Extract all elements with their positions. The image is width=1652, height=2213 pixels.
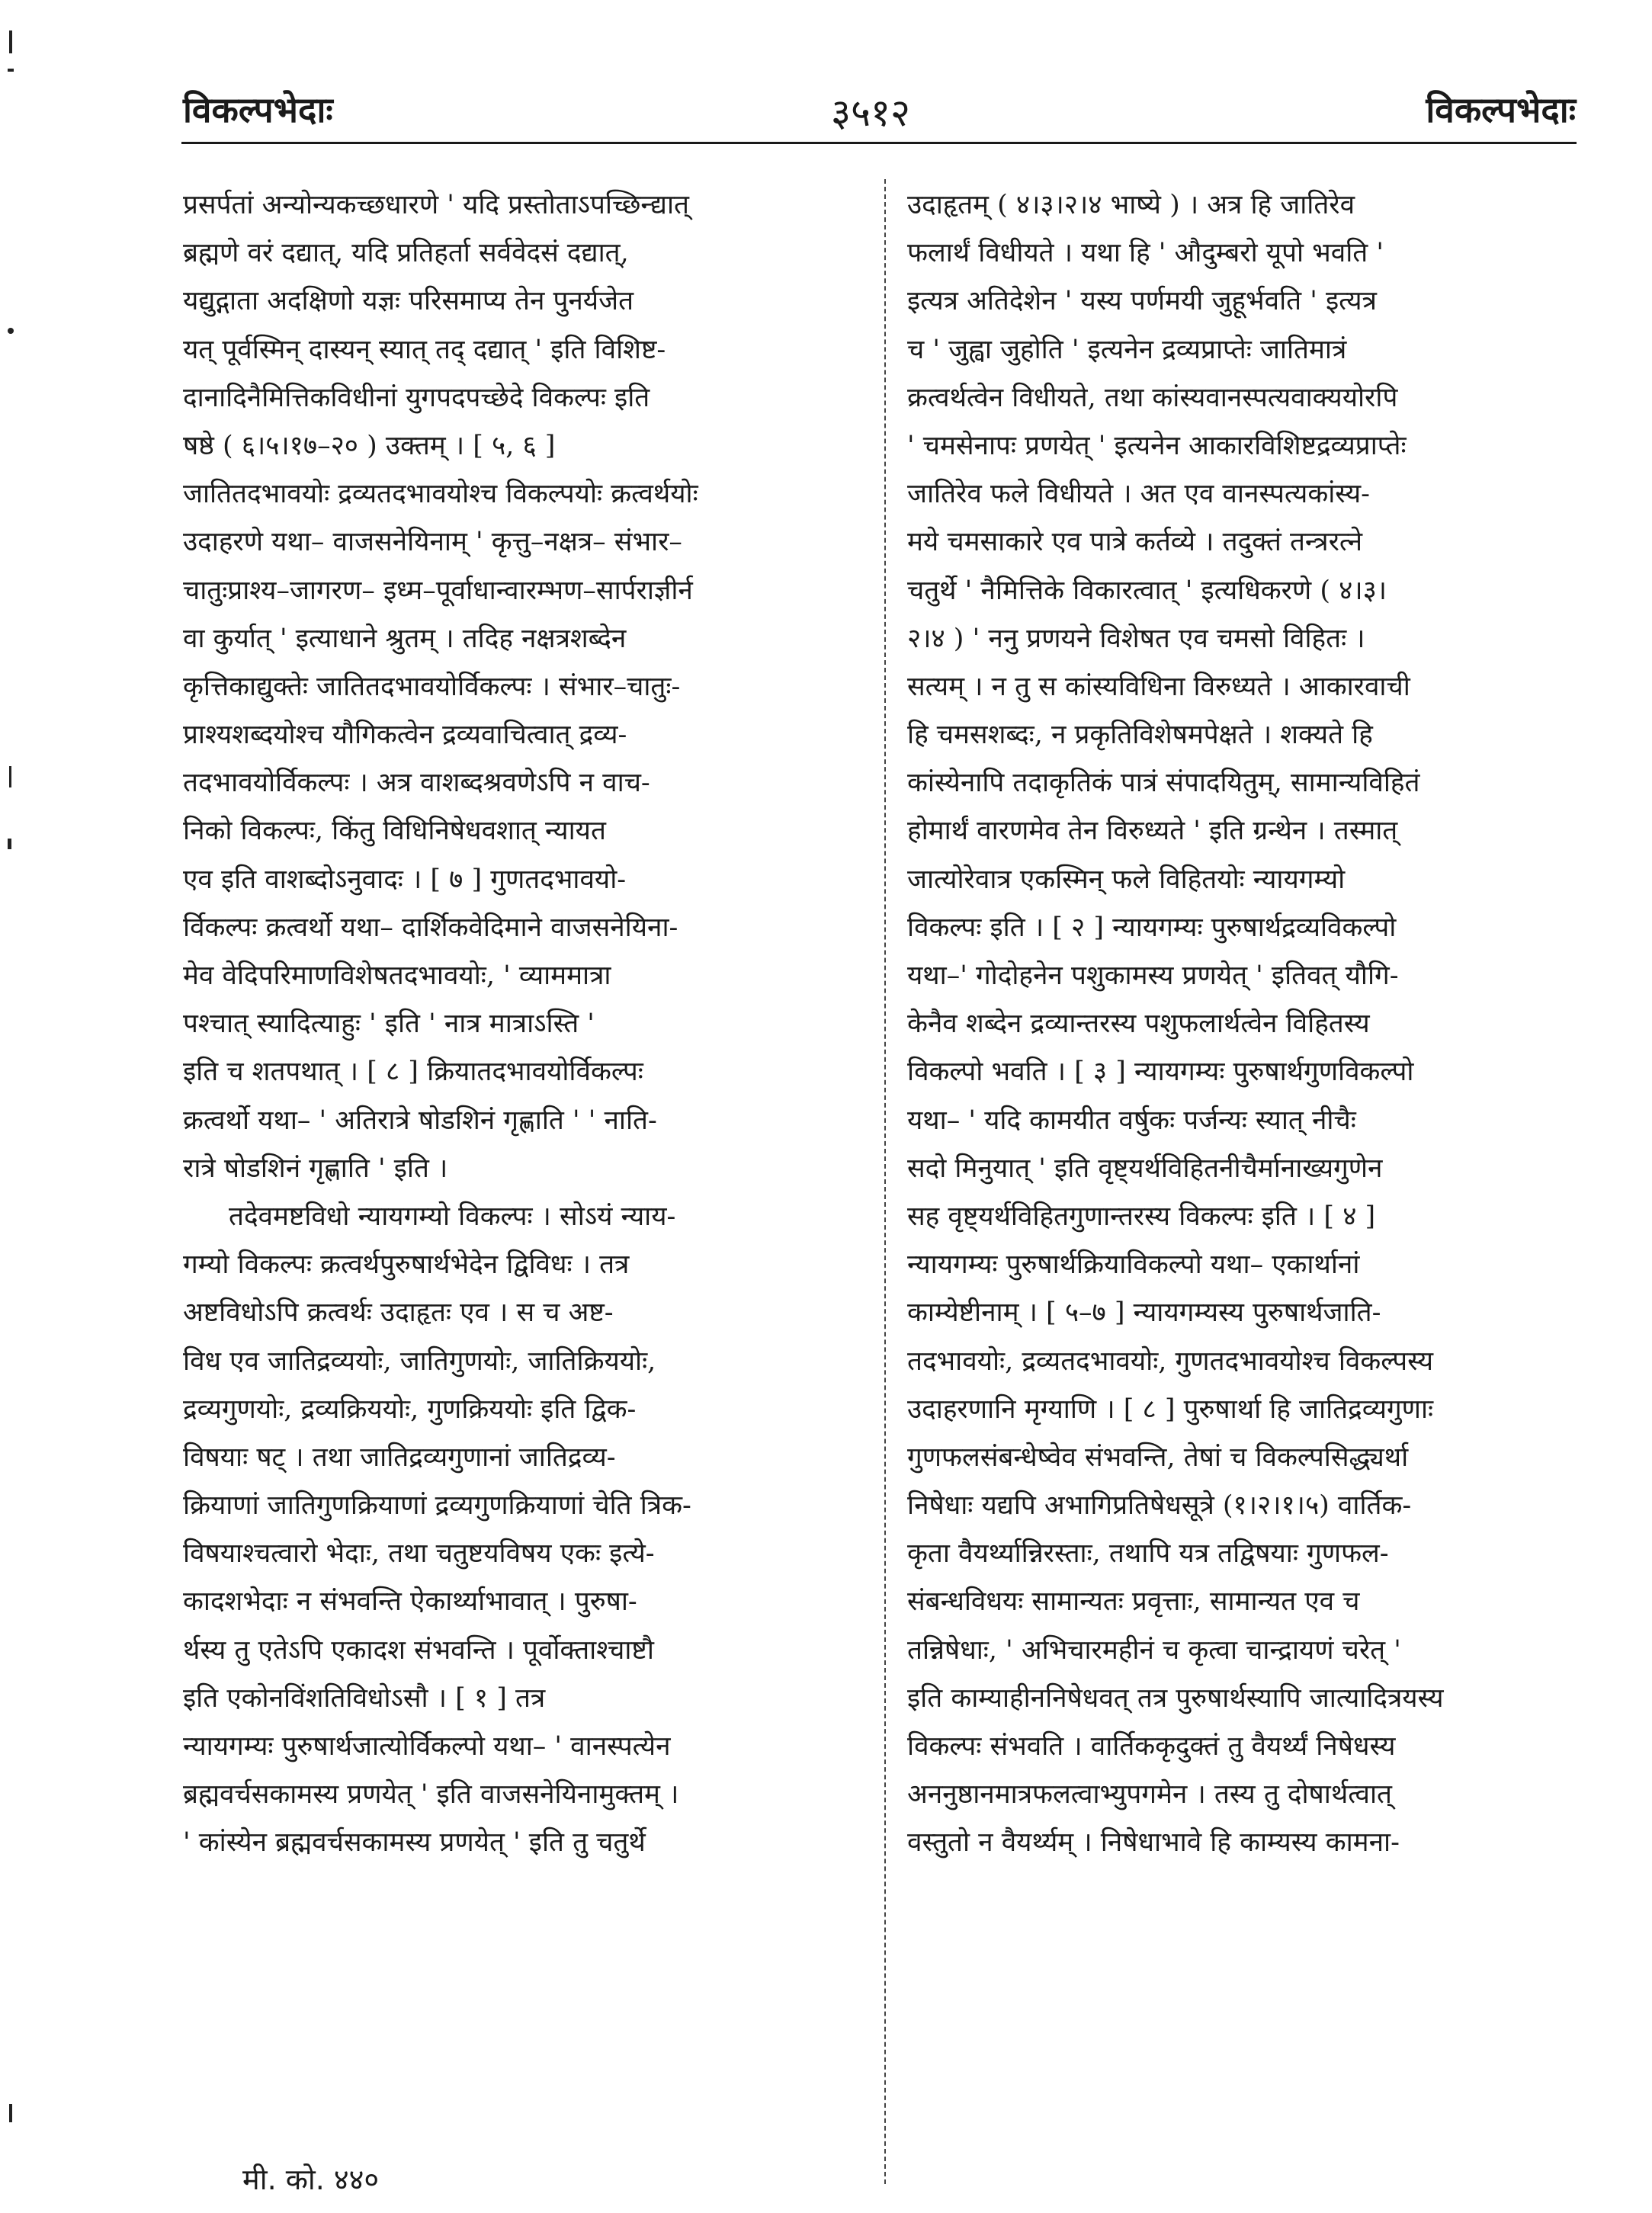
left-column-line: चातुःप्राश्य–जागरण– इध्म–पूर्वाधान्वारम्भण–सार्पराज्ञीर्न — [183, 575, 693, 606]
right-column-line: कांस्येनापि तदाकृतिकं पात्रं संपादयितुम्, सामान्यविहितं — [907, 768, 1420, 799]
left-column-line: पश्चात् स्यादित्याहुः ' इति ' नात्र मात्राऽस्ति ' — [183, 1009, 595, 1040]
left-column-line: विध एव जातिद्रव्ययोः, जातिगुणयोः, जातिक्रिययोः, — [183, 1345, 656, 1377]
right-column-line: उदाहरणानि मृग्याणि । [ ८ ] पुरुषार्था हि जातिद्रव्यगुणाः — [907, 1394, 1434, 1425]
right-column-line: विकल्पो भवति । [ ३ ] न्यायगम्यः पुरुषार्थगुणविकल्पो — [907, 1057, 1414, 1088]
right-column-line: यथा–' गोदोहनेन पशुकामस्य प्रणयेत् ' इतिवत् यौगि- — [907, 961, 1399, 991]
left-column-line: गम्यो विकल्पः क्रत्वर्थपुरुषार्थभेदेन द्विविधः । तत्र — [183, 1249, 630, 1281]
left-column-line: अष्टविधोऽपि क्रत्वर्थः उदाहृतः एव । स च अष्ट- — [183, 1297, 614, 1329]
right-column-line: कृता वैयर्थ्यान्निरस्ताः, तथापि यत्र तद्विषयाः गुणफल- — [907, 1538, 1389, 1570]
margin-mark — [9, 766, 11, 787]
left-column-line: इति एकोनविंशतिविधोऽसौ । [ १ ] तत्र — [183, 1682, 546, 1714]
right-column-line: जातिरेव फले विधीयते । अत एव वानस्पत्यकांस्य- — [907, 479, 1371, 510]
left-column-line: ब्रह्मवर्चसकामस्य प्रणयेत् ' इति वाजसनेयिनामुक्तम् । — [183, 1779, 679, 1810]
right-column-line: संबन्धविधयः सामान्यतः प्रवृत्ताः, सामान्यत एव च — [907, 1586, 1360, 1618]
left-column-line: ' कांस्येन ब्रह्मवर्चसकामस्य प्रणयेत् ' इति तु चतुर्थे — [183, 1827, 646, 1859]
margin-mark — [8, 839, 11, 849]
right-column-line: काम्येष्टीनाम् । [ ५–७ ] न्यायगम्यस्य पुरुषार्थजाति- — [907, 1297, 1381, 1329]
left-column-line: विषयाः षट् । तथा जातिद्रव्यगुणानां जातिद्रव्य- — [183, 1442, 616, 1473]
margin-mark — [9, 2104, 12, 2122]
left-column-line: द्रव्यगुणयोः, द्रव्यक्रिययोः, गुणक्रिययोः इति द्विक- — [183, 1394, 637, 1425]
column-divider — [884, 179, 886, 2184]
left-column-line: विषयाश्चत्वारो भेदाः, तथा चतुष्टयविषय एकः इत्ये- — [183, 1538, 655, 1570]
right-column-line: २।४ ) ' ननु प्रणयने विशेषत एव चमसो विहितः । — [907, 623, 1365, 654]
left-column-line: न्यायगम्यः पुरुषार्थजात्योर्विकल्पो यथा– ' वानस्पत्येन — [183, 1731, 671, 1762]
left-column-line: इति च शतपथात् । [ ८ ] क्रियातदभावयोर्विकल्पः — [183, 1057, 643, 1088]
right-column-line: निषेधाः यद्यपि अभागिप्रतिषेधसूत्रे (१।२।१।५) वार्तिक- — [907, 1490, 1412, 1522]
header-rule — [181, 142, 1577, 144]
left-column-line: क्रियाणां जातिगुणक्रियाणां द्रव्यगुणक्रियाणां चेति त्रिक- — [183, 1490, 691, 1522]
left-column-line: तदभावयोर्विकल्पः । अत्र वाशब्दश्रवणेऽपि न वाच- — [183, 768, 650, 799]
right-column-line: तन्निषेधाः, ' अभिचारमहीनं च कृत्वा चान्द्रायणं चरेत् ' — [907, 1634, 1401, 1666]
left-column-line: एव इति वाशब्दोऽनुवादः । [ ७ ] गुणतदभावयो- — [183, 864, 627, 895]
left-column-line: जातितदभावयोः द्रव्यतदभावयोश्च विकल्पयोः क्रत्वर्थयोः — [183, 479, 698, 510]
margin-mark — [8, 328, 14, 334]
running-header-right: विकल्पभेदाः — [1426, 89, 1576, 130]
right-column-line: गुणफलसंबन्धेष्वेव संभवन्ति, तेषां च विकल्पसिद्ध्यर्था — [907, 1442, 1409, 1473]
right-column-line: सदो मिनुयात् ' इति वृष्ट्यर्थविहितनीचैर्मानाख्यगुणेन — [907, 1153, 1383, 1184]
left-column-line: वा कुर्यात् ' इत्याधाने श्रुतम् । तदिह नक्षत्रशब्देन — [183, 623, 627, 654]
right-column — [907, 181, 1597, 1868]
left-column — [183, 181, 869, 1868]
left-column-line: निको विकल्पः, किंतु विधिनिषेधवशात् न्यायत — [183, 816, 606, 847]
signature-footer: मी. को. ४४० — [242, 2163, 380, 2196]
right-column-line: न्यायगम्यः पुरुषार्थक्रियाविकल्पो यथा– एकार्थानां — [907, 1249, 1360, 1281]
right-column-line: सत्यम् । न तु स कांस्यविधिना विरुध्यते । आकारवाची — [907, 671, 1410, 702]
running-header-left: विकल्पभेदाः — [183, 89, 333, 130]
left-column-line: मेव वेदिपरिमाणविशेषतदभावयोः, ' व्याममात्रा — [183, 961, 611, 991]
left-column-line: प्राश्यशब्दयोश्च यौगिकत्वेन द्रव्यवाचित्वात् द्रव्य- — [183, 720, 627, 751]
right-column-line: ' चमसेनापः प्रणयेत् ' इत्यनेन आकारविशिष्टद्रव्यप्राप्तेः — [907, 430, 1407, 461]
margin-mark — [9, 30, 12, 53]
right-column-line: सह वृष्ट्यर्थविहितगुणान्तरस्य विकल्पः इति । [ ४ ] — [907, 1201, 1376, 1232]
left-column-line: ब्रह्मणे वरं दद्यात्, यदि प्रतिहर्ता सर्ववेदसं दद्यात्, — [183, 238, 629, 269]
right-column-line: तदभावयोः, द्रव्यतदभावयोः, गुणतदभावयोश्च विकल्पस्य — [907, 1345, 1434, 1377]
left-column-line: दानादिनैमित्तिकविधीनां युगपदपच्छेदे विकल्पः इति — [183, 382, 650, 413]
page-number: ३५१२ — [831, 91, 910, 135]
right-column-line: फलार्थं विधीयते । यथा हि ' औदुम्बरो यूपो भवति ' — [907, 238, 1384, 269]
right-column-line: केनैव शब्देन द्रव्यान्तरस्य पशुफलार्थत्वेन विहितस्य — [907, 1009, 1370, 1040]
left-column-line: उदाहरणे यथा– वाजसनेयिनाम् ' कृत्तु–नक्षत्र– संभार– — [183, 527, 682, 558]
right-column-line: मये चमसाकारे एव पात्रे कर्तव्ये । तदुक्तं तन्त्ररत्ने — [907, 527, 1363, 558]
left-column-line: र्थस्य तु एतेऽपि एकादश संभवन्ति । पूर्वोक्ताश्चाष्टौ — [183, 1634, 654, 1666]
right-column-line: वस्तुतो न वैयर्थ्यम् । निषेधाभावे हि काम्यस्य कामना- — [907, 1827, 1400, 1859]
left-column-line: कादशभेदाः न संभवन्ति ऐकार्थ्याभावात् । पुरुषा- — [183, 1586, 637, 1618]
right-column-line: विकल्पः संभवति । वार्तिककृदुक्तं तु वैयर्थ्यं निषेधस्य — [907, 1731, 1396, 1762]
left-column-line: षष्ठे ( ६।५।१७–२० ) उक्तम् । [ ५, ६ ] — [183, 430, 556, 461]
right-column-line: चतुर्थे ' नैमित्तिके विकारत्वात् ' इत्यधिकरणे ( ४।३। — [907, 575, 1387, 606]
right-column-line: हि चमसशब्दः, न प्रकृतिविशेषमपेक्षते । शक्यते हि — [907, 720, 1373, 751]
right-column-line: विकल्पः इति । [ २ ] न्यायगम्यः पुरुषार्थद्रव्यविकल्पो — [907, 912, 1397, 943]
right-column-line: यथा– ' यदि कामयीत वर्षुकः पर्जन्यः स्यात् नीचैः — [907, 1105, 1356, 1136]
right-column-line: जात्योरेवात्र एकस्मिन् फले विहितयोः न्यायगम्यो — [907, 864, 1346, 895]
right-column-line: च ' जुह्वा जुहोति ' इत्यनेन द्रव्यप्राप्तेः जातिमात्रं — [907, 334, 1347, 365]
left-column-line: र्विकल्पः क्रत्वर्थो यथा– दार्शिकवेदिमाने वाजसनेयिना- — [183, 912, 678, 943]
left-column-line: क्रत्वर्थो यथा– ' अतिरात्रे षोडशिनं गृह्णाति ' ' नाति- — [183, 1105, 657, 1136]
left-column-line: कृत्तिकाद्युक्तेः जातितदभावयोर्विकल्पः । संभार–चातुः- — [183, 671, 681, 702]
left-column-line: तदेवमष्टविधो न्यायगम्यो विकल्पः । सोऽयं न्याय- — [229, 1201, 676, 1232]
right-column-line: होमार्थं वारणमेव तेन विरुध्यते ' इति ग्रन्थेन । तस्मात् — [907, 816, 1398, 847]
margin-mark — [8, 69, 14, 72]
left-column-line: यद्युद्गाता अदक्षिणो यज्ञः परिसमाप्य तेन पुनर्यजेत — [183, 286, 634, 317]
left-column-line: रात्रे षोडशिनं गृह्णाति ' इति । — [183, 1153, 448, 1184]
right-column-line: इति काम्याहीननिषेधवत् तत्र पुरुषार्थस्यापि जात्यादित्रयस्य — [907, 1682, 1444, 1714]
right-column-line: उदाहृतम् ( ४।३।२।४ भाष्ये ) । अत्र हि जातिरेव — [907, 190, 1355, 220]
left-column-line: प्रसर्पतां अन्योन्यकच्छधारणे ' यदि प्रस्तोताऽपच्छिन्द्यात् — [183, 190, 689, 220]
right-column-line: अननुष्ठानमात्रफलत्वाभ्युपगमेन । तस्य तु दोषार्थत्वात् — [907, 1779, 1392, 1810]
right-column-line: क्रत्वर्थत्वेन विधीयते, तथा कांस्यवानस्पत्यवाक्ययोरपि — [907, 382, 1398, 413]
left-column-line: यत् पूर्वस्मिन् दास्यन् स्यात् तद् दद्यात् ' इति विशिष्ट- — [183, 334, 666, 365]
right-column-line: इत्यत्र अतिदेशेन ' यस्य पर्णमयी जुहूर्भवति ' इत्यत्र — [907, 286, 1377, 317]
